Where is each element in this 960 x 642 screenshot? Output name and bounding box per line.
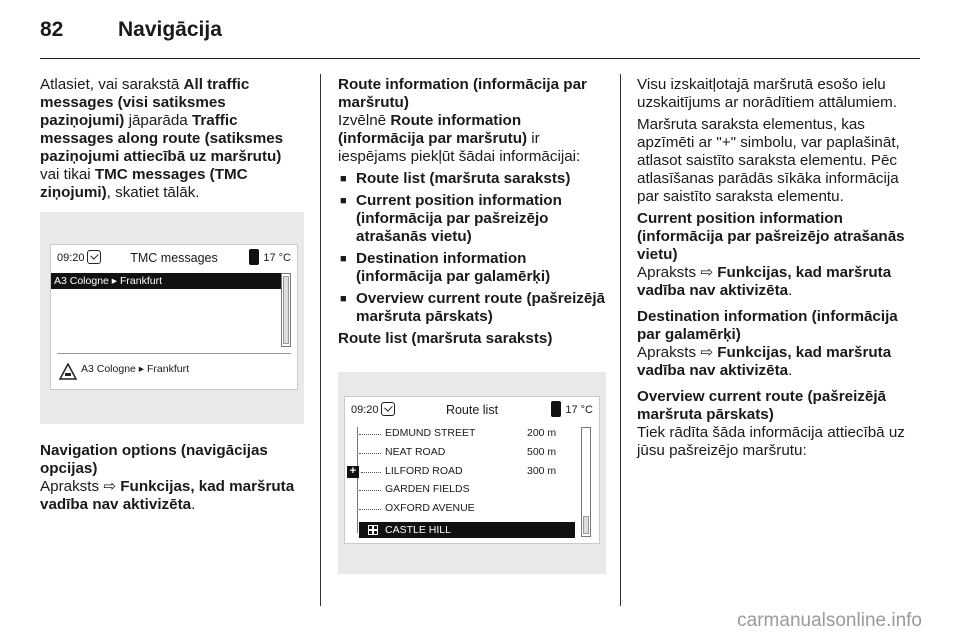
selected-message[interactable]: A3 Cologne ▸ Frankfurt xyxy=(51,273,281,289)
intro-paragraph: Atlasiet, vai sarakstā All traffic messages (visi satiksmes paziņojumi) jāparāda Traffic messages along route (satiksmes paziņojumi attiecībā uz maršrutu) vai tikai TMC messages (TMC ziņojumi), skatiet tālāk. xyxy=(40,76,284,201)
route-list-display xyxy=(344,396,600,544)
page-title: Navigācija xyxy=(118,18,222,41)
bullet-item: ■ Destination information (informācija par galamērķi) xyxy=(340,250,551,285)
overview-text: Tiek rādīta šāda informācija attiecībā uz jūsu pašreizējo maršrutu: xyxy=(637,424,905,459)
arrow-icon: ⇨ xyxy=(700,264,714,281)
overview-heading: Overview current route (pašreizējā maršruta pārskats) xyxy=(637,388,887,423)
destination-flag-icon xyxy=(367,524,379,536)
expand-description: Maršruta saraksta elementus, kas apzīmēti ar "+" simbolu, var paplašināt, atlasot saistīto saraksta elementu. Pēc atlasīšanas parādās sīkāka informācija par saistīto saraksta elementu. xyxy=(637,116,900,205)
route-distance: 200 m xyxy=(527,427,557,439)
route-item[interactable]: EDMUND STREET xyxy=(385,427,476,439)
clock-time: 09:20 xyxy=(57,252,85,264)
route-distance: 300 m xyxy=(527,465,557,477)
tmc-screenshot xyxy=(40,212,304,424)
current-position-heading: Current position information (informācija par pašreizējo atrašanās vietu) xyxy=(637,210,905,263)
screen-title: Route list xyxy=(445,403,499,417)
header-rule xyxy=(40,58,920,59)
expand-plus-icon[interactable]: + xyxy=(347,466,359,478)
current-position-text: Apraksts ⇨ Funkcijas, kad maršruta vadība nav aktivizēta. xyxy=(637,264,892,299)
nav-options-text: Apraksts ⇨ Funkcijas, kad maršruta vadība nav aktivizēta. xyxy=(40,478,295,513)
screen-title: TMC messages xyxy=(130,251,218,265)
temperature: 17 °C xyxy=(565,404,593,416)
route-distance: 500 m xyxy=(527,446,557,458)
scrollbar[interactable] xyxy=(581,427,591,537)
route-item[interactable]: LILFORD ROAD xyxy=(385,465,463,477)
status-bar xyxy=(345,397,599,423)
route-item[interactable]: NEAT ROAD xyxy=(385,446,446,458)
column-divider xyxy=(620,74,621,606)
bullet-item: ■ Current position information (informācija par pašreizējo atrašanās vietu) xyxy=(340,192,562,245)
scrollbar[interactable] xyxy=(281,273,291,347)
route-item[interactable]: OXFORD AVENUE xyxy=(385,502,475,514)
route-item[interactable]: GARDEN FIELDS xyxy=(385,483,470,495)
thermometer-icon xyxy=(551,401,561,417)
bullet-item: ■ Route list (maršruta saraksts) xyxy=(340,170,571,187)
column-3 xyxy=(637,76,905,460)
column-divider xyxy=(320,74,321,606)
destination-heading: Destination information (informācija par galamērķi) xyxy=(637,308,898,343)
clock-time: 09:20 xyxy=(351,404,379,416)
route-list-description: Visu izskaitļotajā maršrutā esošo ielu uzskaitījums ar norādītiem attālumiem. xyxy=(637,76,897,111)
bottom-message: A3 Cologne ▸ Frankfurt xyxy=(81,363,189,375)
divider xyxy=(57,353,291,354)
column-1 xyxy=(40,76,304,202)
watermark: carmanualsonline.info xyxy=(737,610,922,631)
nav-options-heading: Navigation options (navigācijas opcijas) xyxy=(40,442,268,477)
tree-line xyxy=(357,427,358,533)
route-list-screenshot xyxy=(338,372,606,574)
column-2 xyxy=(338,76,606,348)
warning-triangle-icon xyxy=(59,363,77,381)
route-info-text: Izvēlnē Route information (informācija par maršrutu) ir iespējams piekļūt šādai informācijai: xyxy=(338,112,581,165)
arrow-icon: ⇨ xyxy=(700,344,714,361)
nav-options-section xyxy=(40,442,304,514)
destination-text: Apraksts ⇨ Funkcijas, kad maršruta vadība nav aktivizēta. xyxy=(637,344,892,379)
arrow-icon: ⇨ xyxy=(103,478,117,495)
bullet-item: ■ Overview current route (pašreizējā maršruta pārskats) xyxy=(340,290,606,325)
thermometer-icon xyxy=(249,249,259,265)
page-number: 82 xyxy=(40,18,64,41)
selected-route-item[interactable]: CASTLE HILL xyxy=(359,522,575,538)
temperature: 17 °C xyxy=(263,252,291,264)
route-list-heading: Route list (maršruta saraksts) xyxy=(338,330,553,347)
tmc-display xyxy=(50,244,298,390)
route-info-heading: Route information (informācija par maršrutu) xyxy=(338,76,587,111)
status-bar xyxy=(51,245,297,271)
